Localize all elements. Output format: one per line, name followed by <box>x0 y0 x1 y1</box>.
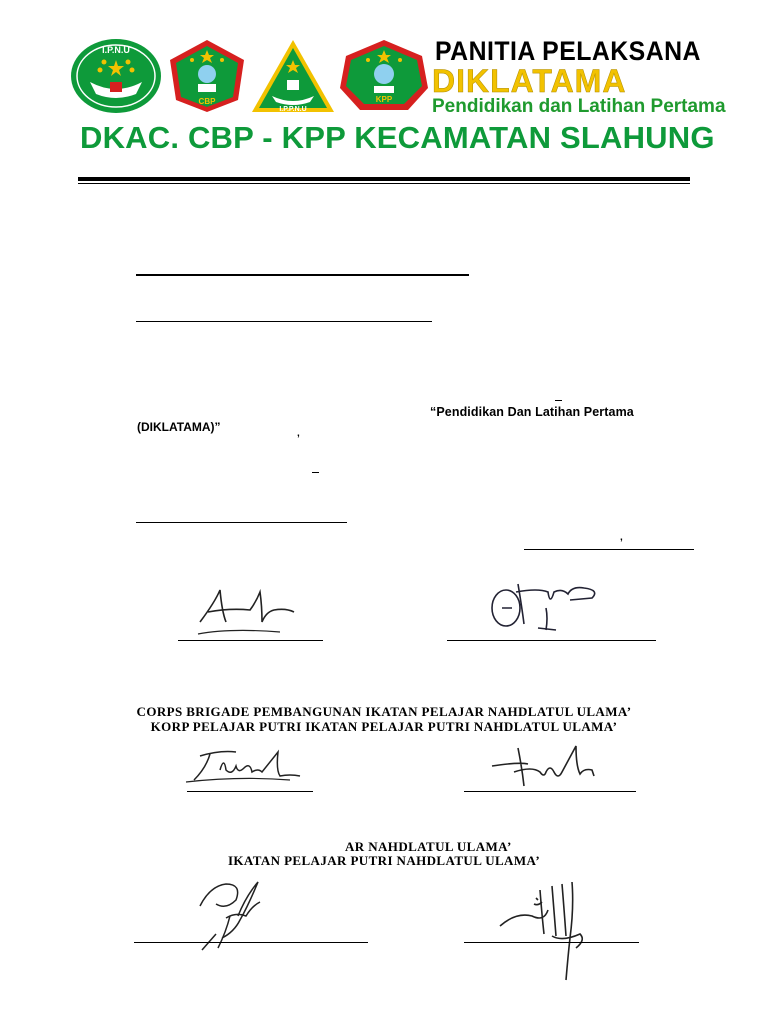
signature-5 <box>196 876 276 956</box>
date-line <box>524 549 694 550</box>
signature-3 <box>180 746 310 790</box>
blank-line-2 <box>136 321 432 322</box>
ipnu-logo-text: I.P.N.U <box>102 45 130 55</box>
signature-line-4 <box>464 791 636 792</box>
org-heading-ipnu: AR NAHDLATUL ULAMA’ <box>345 839 512 854</box>
signature-4 <box>488 742 608 790</box>
ippnu-logo <box>250 38 336 114</box>
event-name: DIKLATAMA <box>432 63 627 99</box>
signature-line-6 <box>464 942 639 943</box>
blank-line-1 <box>136 274 469 276</box>
dash-1 <box>555 400 562 401</box>
ipnu-logo <box>70 38 162 114</box>
dash-2 <box>312 472 319 473</box>
cbp-logo <box>166 38 248 114</box>
signature-line-1 <box>178 640 323 641</box>
blank-line-3 <box>136 522 347 523</box>
org-heading-cbp: CORPS BRIGADE PEMBANGUNAN IKATAN PELAJAR NAHDLATUL ULAMA’ <box>136 704 632 719</box>
ippnu-logo-text: I.P.P.N.U <box>279 106 307 113</box>
header-rule-thin <box>78 183 690 184</box>
signature-line-3 <box>187 791 313 792</box>
org-heading-kpp: KORP PELAJAR PUTRI IKATAN PELAJAR PUTRI NAHDLATUL ULAMA’ <box>150 719 618 734</box>
signature-line-2 <box>447 640 656 641</box>
kpp-logo-text: KPP <box>375 95 393 104</box>
event-quote-end: (DIKLATAMA)” <box>137 420 221 434</box>
cbp-logo-text: CBP <box>198 97 216 106</box>
comma-1: , <box>297 428 300 439</box>
org-heading-ippnu: IKATAN PELAJAR PUTRI NAHDLATUL ULAMA’ <box>227 853 541 868</box>
event-quote: “Pendidikan Dan Latihan Pertama <box>430 405 634 419</box>
event-full-name: Pendidikan dan Latihan Pertama <box>432 96 726 117</box>
signature-6 <box>496 876 596 986</box>
signature-line-5 <box>134 942 368 943</box>
organizer-title: DKAC. CBP - KPP KECAMATAN SLAHUNG <box>80 120 715 155</box>
comma-2: , <box>620 532 623 543</box>
header-rule-thick <box>78 177 690 181</box>
signature-2 <box>488 578 608 642</box>
signature-1 <box>190 582 300 642</box>
kpp-logo <box>338 38 430 114</box>
committee-title: PANITIA PELAKSANA <box>435 36 701 66</box>
